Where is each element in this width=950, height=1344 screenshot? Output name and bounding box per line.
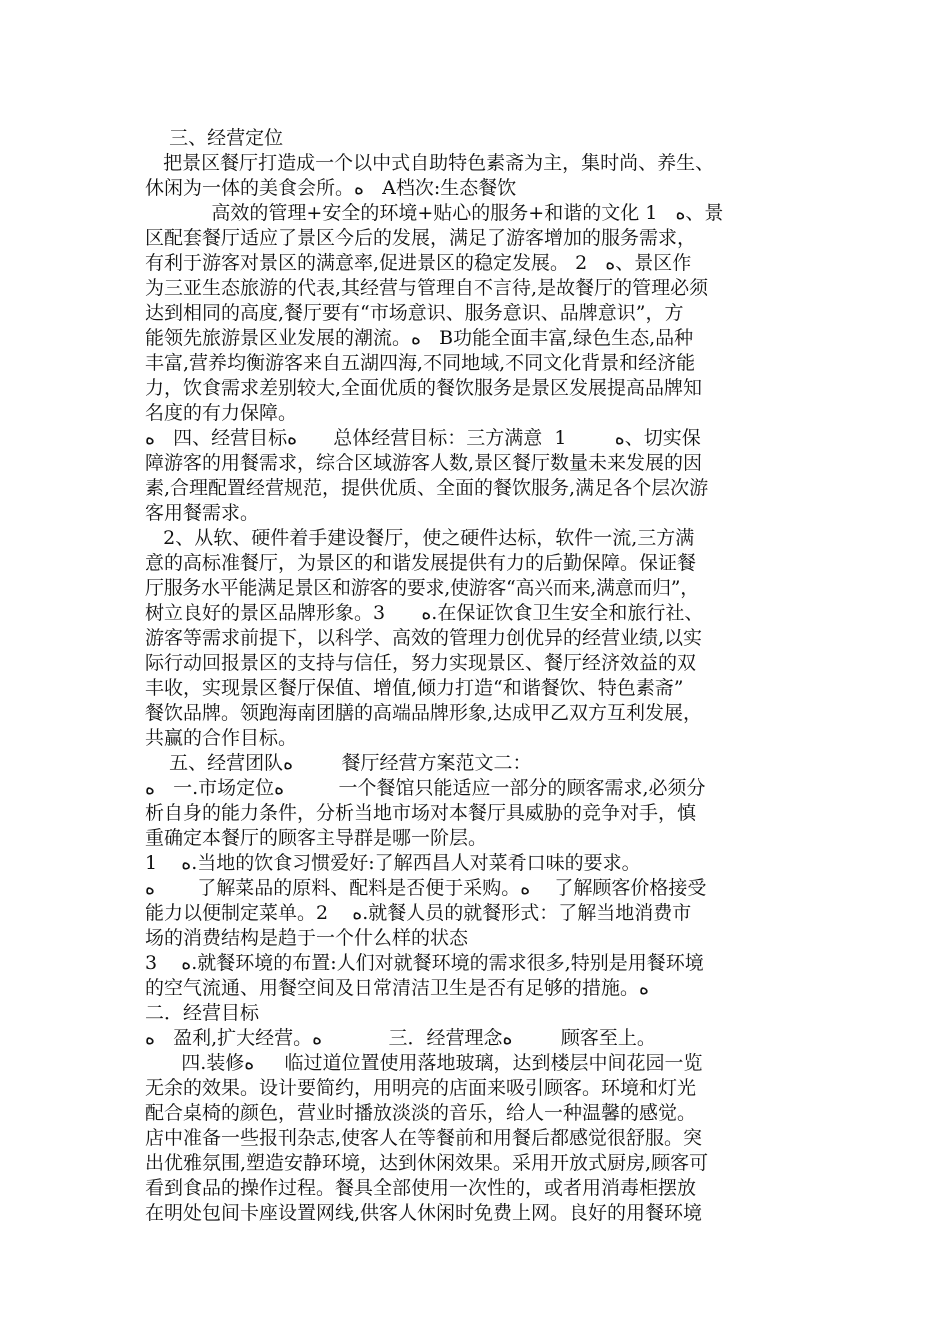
text-line: ﻩ 四、经营目标ﻩ 总体经营目标：三方满意 1 ﻩ、切实保 bbox=[145, 427, 701, 449]
text-line: 名度的有力保障。 bbox=[145, 402, 298, 424]
text-line: 游客等需求前提下，以科学、高效的管理力创优异的经营业绩,以实 bbox=[145, 627, 703, 649]
text-line: ﻩ 一.市场定位ﻩ 一个餐馆只能适应一部分的顾客需求,必须分 bbox=[145, 777, 706, 799]
text-line: 店中准备一些报刊杂志,使客人在等餐前和用餐后都感觉很舒服。突 bbox=[145, 1127, 703, 1149]
text-line: 力，饮食需求差别较大,全面优质的餐饮服务是景区发展提高品牌知 bbox=[145, 377, 703, 399]
text-line: 客用餐需求。 bbox=[145, 502, 260, 524]
text-line: 在明处包间卡座设置网线,供客人休闲时免费上网。良好的用餐环境 bbox=[145, 1202, 703, 1224]
text-line: 为三亚生态旅游的代表,其经营与管理自不言待,是故餐厅的管理必须 bbox=[145, 277, 709, 299]
text-line: 析自身的能力条件，分析当地市场对本餐厅具威胁的竞争对手，慎 bbox=[145, 802, 697, 824]
text-line: 出优雅氛围,塑造安静环境，达到休闲效果。采用开放式厨房,顾客可 bbox=[145, 1152, 709, 1174]
text-line: 四.装修ﻩ 临过道位置使用落地玻璃，达到楼层中间花园一览 bbox=[145, 1052, 703, 1074]
text-line: 意的高标准餐厅，为景区的和谐发展提供有力的后勤保障。保证餐 bbox=[145, 552, 697, 574]
text-line: 共赢的合作目标。 bbox=[145, 727, 298, 749]
text-line: 五、经营团队ﻩ 餐厅经营方案范文二： bbox=[145, 752, 532, 774]
text-line: 3 ﻩ.就餐环境的布置:人们对就餐环境的需求很多,特别是用餐环境 bbox=[145, 952, 704, 974]
text-line: 能力以便制定菜单。2 ﻩ.就餐人员的就餐形式：了解当地消费市 bbox=[145, 902, 692, 924]
text-line: 重确定本餐厅的顾客主导群是哪一阶层。 bbox=[145, 827, 488, 849]
text-line: 三、经营定位 bbox=[145, 127, 284, 149]
text-line: ﻩ 了解菜品的原料、配料是否便于采购。ﻩ 了解顾客价格接受 bbox=[145, 877, 707, 899]
text-line: 素,合理配置经营规范，提供优质、全面的餐饮服务,满足各个层次游 bbox=[145, 477, 709, 499]
document-body bbox=[145, 126, 810, 1226]
text-line: 树立良好的景区品牌形象。3 ﻩ.在保证饮食卫生安全和旅行社、 bbox=[145, 602, 704, 624]
text-line: 把景区餐厅打造成一个以中式自助特色素斋为主，集时尚、养生、 bbox=[145, 152, 715, 174]
text-line: 休闲为一体的美食会所。ﻩ A档次:生态餐饮 bbox=[145, 177, 517, 199]
text-line: 场的消费结构是趋于一个什么样的状态 bbox=[145, 927, 469, 949]
text-line: 配合桌椅的颜色，营业时播放淡淡的音乐，给人一种温馨的感觉。 bbox=[145, 1102, 697, 1124]
text-line: 有利于游客对景区的满意率,促进景区的稳定发展。 2 ﻩ、景区作 bbox=[145, 252, 692, 274]
text-line: 厅服务水平能满足景区和游客的要求,使游客“高兴而来,满意而归”， bbox=[145, 577, 699, 599]
text-line: 高效的管理+安全的环境+贴心的服务+和谐的文化 1 ﻩ、景 bbox=[145, 202, 724, 224]
text-line: 区配套餐厅适应了景区今后的发展，满足了游客增加的服务需求， bbox=[145, 227, 697, 249]
text-line: ﻩ 盈利,扩大经营。ﻩ 三．经营理念ﻩ 顾客至上。 bbox=[145, 1027, 656, 1049]
text-line: 的空气流通、用餐空间及日常清洁卫生是否有足够的措施。ﻩ bbox=[145, 977, 649, 999]
text-line: 二．经营目标 bbox=[145, 1002, 260, 1024]
text-line: 能领先旅游景区业发展的潮流。ﻩ B功能全面丰富,绿色生态,品种 bbox=[145, 327, 694, 349]
text-line: 际行动回报景区的支持与信任，努力实现景区、餐厅经济效益的双 bbox=[145, 652, 697, 674]
text-line: 丰收，实现景区餐厅保值、增值,倾力打造“和谐餐饮、特色素斋” bbox=[145, 677, 684, 699]
text-line: 障游客的用餐需求，综合区域游客人数,景区餐厅数量未来发展的因 bbox=[145, 452, 703, 474]
text-line: 看到食品的操作过程。餐具全部使用一次性的，或者用消毒柜摆放 bbox=[145, 1177, 697, 1199]
text-line: 无余的效果。设计要简约，用明亮的店面来吸引顾客。环境和灯光 bbox=[145, 1077, 697, 1099]
text-line: 1 ﻩ.当地的饮食习惯爱好:了解西昌人对菜肴口味的要求。 bbox=[145, 852, 641, 874]
text-line: 丰富,营养均衡游客来自五湖四海,不同地域,不同文化背景和经济能 bbox=[145, 352, 696, 374]
text-line: 餐饮品牌。领跑海南团膳的高端品牌形象,达成甲乙双方互利发展， bbox=[145, 702, 703, 724]
text-line: 2、从软、硬件着手建设餐厅，使之硬件达标，软件一流,三方满 bbox=[145, 527, 695, 549]
text-line: 达到相同的高度,餐厅要有“市场意识、服务意识、品牌意识”，方 bbox=[145, 302, 684, 324]
